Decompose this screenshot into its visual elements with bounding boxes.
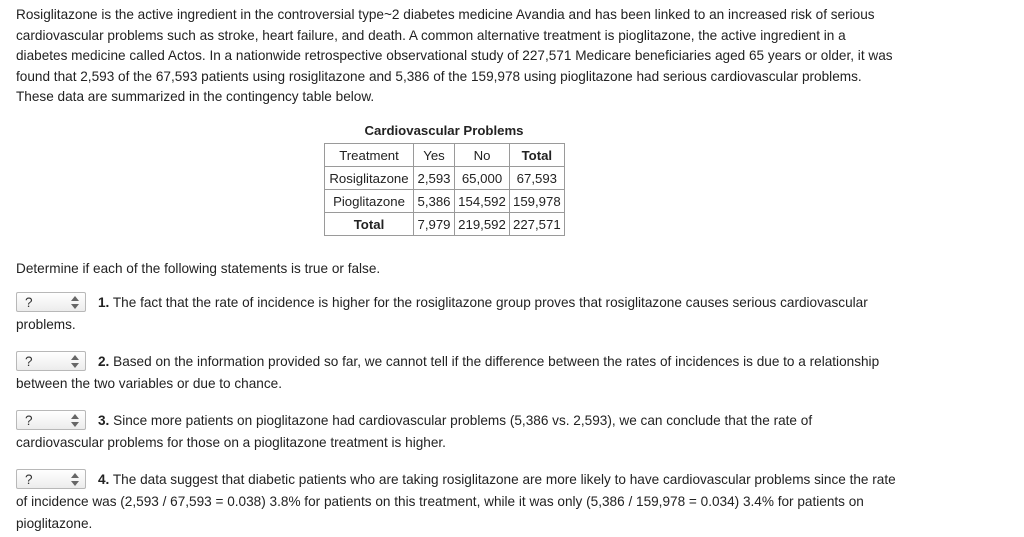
select-value: ? (25, 471, 33, 487)
question-number: 1. (98, 295, 110, 310)
select-value: ? (25, 294, 33, 310)
answer-select-3[interactable] (16, 410, 86, 430)
question-text: Since more patients on pioglitazone had cardiovascular problems (5,386 vs. 2,593), we can conclude that the rate of cardiovascular problems for those on a pioglitazone treatment is higher. (16, 413, 813, 450)
row-label: Pioglitazone (325, 190, 414, 213)
question-number: 4. (98, 472, 110, 487)
table-caption: Cardiovascular Problems (364, 123, 524, 138)
question-1 (16, 292, 896, 336)
table-total-row (325, 213, 565, 236)
question-4 (16, 469, 896, 535)
header-no: No (455, 144, 510, 167)
cell-total: 227,571 (510, 213, 565, 236)
cell-no: 65,000 (455, 167, 510, 190)
cell-no: 154,592 (455, 190, 510, 213)
question-text: Based on the information provided so far, we cannot tell if the difference between the rates of incidences is due to a relationship between the two variables or due to chance. (16, 354, 880, 391)
answer-select-4[interactable] (16, 469, 86, 489)
answer-select-1[interactable] (16, 292, 86, 312)
question-text: The data suggest that diabetic patients who are taking rosiglitazone are more likely to have cardiovascular problems since the rate of incidence was (2,593 / 67,593 = 0.038) 3.8% for patients on this treatment, while it was only (5,386 / 159,978 = 0.034) 3.4% for patients on pioglitazone. (16, 472, 896, 531)
header-total: Total (510, 144, 565, 167)
intro-paragraph: Rosiglitazone is the active ingredient in the controversial type~2 diabetes medicine Avandia and has been linked to an increased risk of serious cardiovascular problems such as stroke, heart failure, and death. A common alternative treatment is pioglitazone, the active ingredient in a diabetes medicine called Actos. In a nationwide retrospective observational study of 227,571 Medicare beneficiaries aged 65 years or older, it was found that 2,593 of the 67,593 patients using rosiglitazone and 5,386 of the 159,978 using pioglitazone had serious cardiovascular problems. These data are summarized in the contingency table below. (16, 7, 893, 105)
cell-yes: 5,386 (414, 190, 455, 213)
question-text: The fact that the rate of incidence is higher for the rosiglitazone group proves that rosiglitazone causes serious cardiovascular problems. (16, 295, 868, 332)
table-header-row (325, 144, 565, 167)
select-value: ? (25, 412, 33, 428)
select-value: ? (25, 353, 33, 369)
updown-arrows-icon (71, 296, 79, 309)
updown-arrows-icon (71, 414, 79, 427)
header-treatment: Treatment (325, 144, 414, 167)
row-label: Rosiglitazone (325, 167, 414, 190)
question-number: 2. (98, 354, 110, 369)
question-2 (16, 351, 896, 395)
table-row (325, 190, 565, 213)
cell-yes: 2,593 (414, 167, 455, 190)
cell-total: 67,593 (510, 167, 565, 190)
contingency-table (324, 143, 565, 236)
table-row (325, 167, 565, 190)
header-yes: Yes (414, 144, 455, 167)
question-3 (16, 410, 896, 454)
updown-arrows-icon (71, 355, 79, 368)
instructions: Determine if each of the following statements is true or false. (16, 261, 381, 276)
question-number: 3. (98, 413, 110, 428)
answer-select-2[interactable] (16, 351, 86, 371)
updown-arrows-icon (71, 473, 79, 486)
cell-yes: 7,979 (414, 213, 455, 236)
cell-no: 219,592 (455, 213, 510, 236)
row-label: Total (325, 213, 414, 236)
cell-total: 159,978 (510, 190, 565, 213)
